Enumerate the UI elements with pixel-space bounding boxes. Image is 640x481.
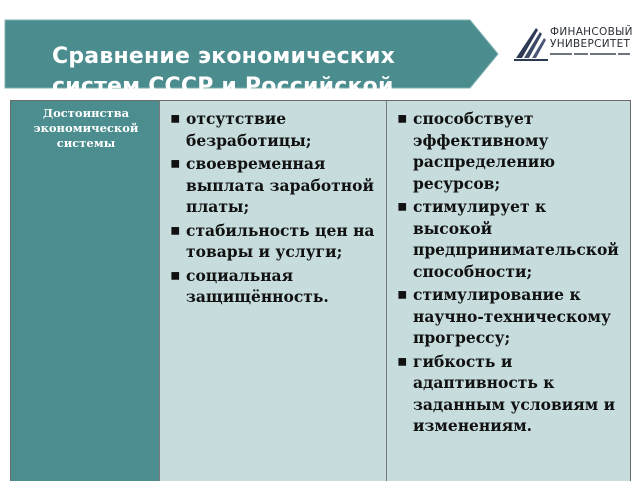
ussr-advantages-cell	[160, 101, 387, 481]
slide-title-line-2: систем СССР и Российской	[52, 74, 394, 99]
russia-advantages-cell	[387, 101, 630, 481]
list-item: ▪ социальная защищённость.	[170, 265, 329, 306]
list-item: ▪ гибкость и адаптивность к заданным условиям и изменениям.	[397, 351, 616, 435]
row-header-label: Достоинства экономической системы	[33, 106, 139, 150]
ussr-advantages-list	[160, 108, 386, 308]
logo-line-2: УНИВЕРСИТЕТ	[550, 38, 631, 50]
bullet-icon: ▪	[397, 109, 408, 127]
bullet-icon: ▪	[170, 220, 181, 239]
list-item: ▪ стимулирование к научно-техническому прогрессу;	[397, 285, 611, 347]
list-item: ▪ своевременная выплата заработной платы;	[170, 154, 374, 216]
list-item: ▪ отсутствие безработицы;	[170, 109, 312, 150]
university-logo	[512, 22, 636, 66]
bullet-icon: ▪	[170, 109, 181, 127]
list-item: ▪ стабильность цен на товары и услуги;	[170, 220, 375, 261]
bullet-icon: ▪	[170, 154, 181, 172]
russia-advantages-list	[387, 108, 630, 437]
list-item: ▪ стимулирует к высокой предпринимательской способности;	[397, 197, 619, 281]
logo-underline	[550, 53, 634, 57]
logo-line-1: ФИНАНСОВЫЙ	[550, 26, 633, 38]
bullet-icon: ▪	[397, 197, 408, 215]
row-header-cell	[11, 101, 160, 481]
list-item: ▪ способствует эффективному распределению ресурсов;	[397, 109, 556, 193]
comparison-table	[10, 100, 631, 481]
logo-emblem-icon	[512, 22, 550, 62]
logo-wordmark	[550, 26, 640, 50]
bullet-icon: ▪	[397, 285, 408, 303]
slide-title-line-1: Сравнение экономических	[52, 44, 395, 69]
bullet-icon: ▪	[397, 351, 408, 370]
bullet-icon: ▪	[170, 265, 181, 284]
slide-title	[52, 42, 472, 102]
